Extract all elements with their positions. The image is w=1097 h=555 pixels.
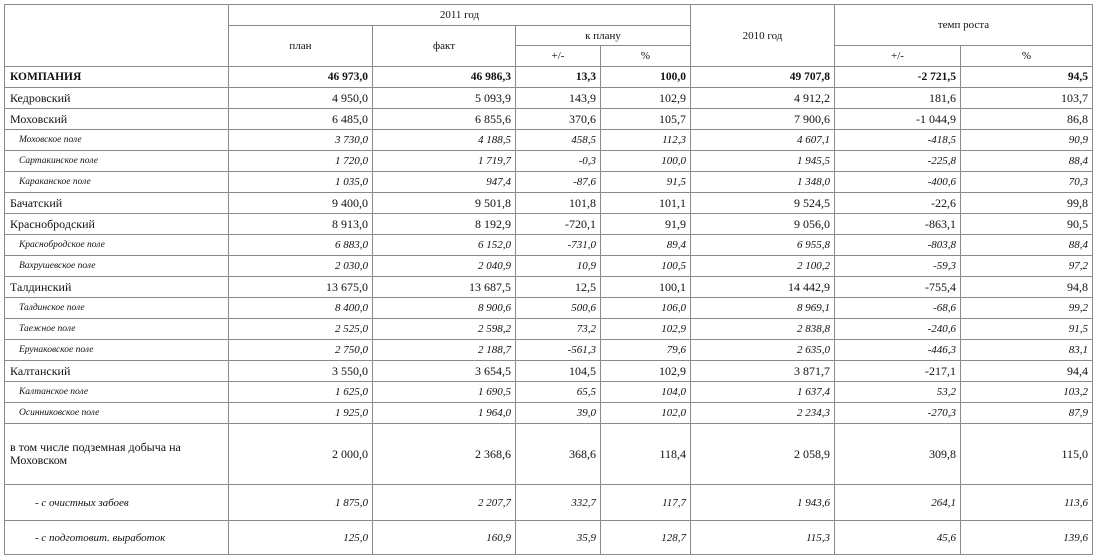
growth-diff-value-cell: 181,6 xyxy=(835,88,961,109)
row-label-cell: Бачатский xyxy=(5,193,229,214)
year-2010-value-cell: 1 348,0 xyxy=(691,172,835,193)
plan-value-cell: 4 950,0 xyxy=(229,88,373,109)
plan-pct-value-cell: 101,1 xyxy=(601,193,691,214)
growth-diff-header: +/- xyxy=(835,46,961,67)
table-row xyxy=(5,235,1093,256)
plan-value-cell: 2 000,0 xyxy=(229,424,373,485)
table-body xyxy=(5,67,1093,555)
plan-diff-value-cell: -0,3 xyxy=(516,151,601,172)
fact-value-cell: 8 900,6 xyxy=(373,298,516,319)
plan-pct-value-cell: 102,9 xyxy=(601,361,691,382)
row-label-cell: - с очистных забоев xyxy=(5,485,229,521)
plan-diff-value-cell: 35,9 xyxy=(516,521,601,555)
to-plan-pct-header: % xyxy=(601,46,691,67)
year-2010-value-cell: 2 100,2 xyxy=(691,256,835,277)
growth-pct-value-cell: 97,2 xyxy=(961,256,1093,277)
growth-pct-value-cell: 70,3 xyxy=(961,172,1093,193)
growth-diff-value-cell: -446,3 xyxy=(835,340,961,361)
growth-rate-header: темп роста xyxy=(835,5,1093,46)
table-row xyxy=(5,67,1093,88)
growth-pct-value-cell: 87,9 xyxy=(961,403,1093,424)
growth-diff-value-cell: -1 044,9 xyxy=(835,109,961,130)
table-row xyxy=(5,319,1093,340)
growth-pct-value-cell: 94,4 xyxy=(961,361,1093,382)
fact-value-cell: 6 152,0 xyxy=(373,235,516,256)
plan-diff-value-cell: 10,9 xyxy=(516,256,601,277)
year-2010-value-cell: 7 900,6 xyxy=(691,109,835,130)
row-label-cell: Талдинское поле xyxy=(5,298,229,319)
growth-pct-value-cell: 91,5 xyxy=(961,319,1093,340)
plan-value-cell: 1 720,0 xyxy=(229,151,373,172)
growth-diff-value-cell: -240,6 xyxy=(835,319,961,340)
plan-value-cell: 2 030,0 xyxy=(229,256,373,277)
plan-value-cell: 1 925,0 xyxy=(229,403,373,424)
row-label-cell: Осинниковское поле xyxy=(5,403,229,424)
table-row xyxy=(5,424,1093,485)
year-2010-value-cell: 3 871,7 xyxy=(691,361,835,382)
row-label-cell: Моховское поле xyxy=(5,130,229,151)
growth-pct-value-cell: 83,1 xyxy=(961,340,1093,361)
year-2010-value-cell: 6 955,8 xyxy=(691,235,835,256)
plan-pct-value-cell: 118,4 xyxy=(601,424,691,485)
row-label-cell: в том числе подземная добыча на Моховском xyxy=(5,424,229,485)
plan-diff-value-cell: -561,3 xyxy=(516,340,601,361)
growth-pct-value-cell: 90,9 xyxy=(961,130,1093,151)
growth-diff-value-cell: -225,8 xyxy=(835,151,961,172)
plan-diff-value-cell: 12,5 xyxy=(516,277,601,298)
fact-value-cell: 160,9 xyxy=(373,521,516,555)
growth-diff-value-cell: -803,8 xyxy=(835,235,961,256)
table-row xyxy=(5,277,1093,298)
table-row xyxy=(5,256,1093,277)
fact-value-cell: 3 654,5 xyxy=(373,361,516,382)
plan-pct-value-cell: 79,6 xyxy=(601,340,691,361)
growth-pct-value-cell: 88,4 xyxy=(961,151,1093,172)
plan-value-cell: 8 913,0 xyxy=(229,214,373,235)
table-row xyxy=(5,403,1093,424)
table-row xyxy=(5,214,1093,235)
fact-value-cell: 2 188,7 xyxy=(373,340,516,361)
row-label-cell: Калтанское поле xyxy=(5,382,229,403)
growth-pct-value-cell: 99,2 xyxy=(961,298,1093,319)
plan-pct-value-cell: 100,0 xyxy=(601,67,691,88)
plan-diff-value-cell: -731,0 xyxy=(516,235,601,256)
plan-pct-value-cell: 128,7 xyxy=(601,521,691,555)
plan-value-cell: 2 525,0 xyxy=(229,319,373,340)
row-label-header xyxy=(5,5,229,67)
year-2011-header: 2011 год xyxy=(229,5,691,26)
plan-value-cell: 1 875,0 xyxy=(229,485,373,521)
table-row xyxy=(5,109,1093,130)
plan-diff-value-cell: 370,6 xyxy=(516,109,601,130)
row-label-cell: КОМПАНИЯ xyxy=(5,67,229,88)
year-2010-value-cell: 1 945,5 xyxy=(691,151,835,172)
growth-pct-value-cell: 86,8 xyxy=(961,109,1093,130)
plan-diff-value-cell: 104,5 xyxy=(516,361,601,382)
growth-diff-value-cell: -59,3 xyxy=(835,256,961,277)
table-row xyxy=(5,193,1093,214)
year-2010-header: 2010 год xyxy=(691,5,835,67)
plan-diff-value-cell: 101,8 xyxy=(516,193,601,214)
row-label-cell: Краснобродское поле xyxy=(5,235,229,256)
growth-diff-value-cell: -755,4 xyxy=(835,277,961,298)
table-row xyxy=(5,151,1093,172)
row-label-cell: - с подготовит. выработок xyxy=(5,521,229,555)
growth-pct-value-cell: 115,0 xyxy=(961,424,1093,485)
row-label-cell: Вахрушевское поле xyxy=(5,256,229,277)
plan-diff-value-cell: 65,5 xyxy=(516,382,601,403)
growth-diff-value-cell: 53,2 xyxy=(835,382,961,403)
year-2010-value-cell: 1 943,6 xyxy=(691,485,835,521)
year-2010-value-cell: 4 912,2 xyxy=(691,88,835,109)
growth-pct-value-cell: 99,8 xyxy=(961,193,1093,214)
growth-diff-value-cell: -217,1 xyxy=(835,361,961,382)
plan-value-cell: 1 625,0 xyxy=(229,382,373,403)
fact-header: факт xyxy=(373,26,516,67)
plan-value-cell: 13 675,0 xyxy=(229,277,373,298)
fact-value-cell: 8 192,9 xyxy=(373,214,516,235)
plan-value-cell: 3 730,0 xyxy=(229,130,373,151)
fact-value-cell: 2 368,6 xyxy=(373,424,516,485)
plan-value-cell: 3 550,0 xyxy=(229,361,373,382)
plan-pct-value-cell: 100,5 xyxy=(601,256,691,277)
fact-value-cell: 6 855,6 xyxy=(373,109,516,130)
plan-pct-value-cell: 91,5 xyxy=(601,172,691,193)
plan-value-cell: 6 883,0 xyxy=(229,235,373,256)
fact-value-cell: 1 690,5 xyxy=(373,382,516,403)
table-row xyxy=(5,130,1093,151)
plan-diff-value-cell: 458,5 xyxy=(516,130,601,151)
fact-value-cell: 46 986,3 xyxy=(373,67,516,88)
plan-value-cell: 46 973,0 xyxy=(229,67,373,88)
growth-pct-value-cell: 90,5 xyxy=(961,214,1093,235)
year-2010-value-cell: 8 969,1 xyxy=(691,298,835,319)
fact-value-cell: 9 501,8 xyxy=(373,193,516,214)
year-2010-value-cell: 49 707,8 xyxy=(691,67,835,88)
plan-diff-value-cell: -87,6 xyxy=(516,172,601,193)
fact-value-cell: 13 687,5 xyxy=(373,277,516,298)
plan-value-cell: 8 400,0 xyxy=(229,298,373,319)
fact-value-cell: 947,4 xyxy=(373,172,516,193)
plan-value-cell: 6 485,0 xyxy=(229,109,373,130)
year-2010-value-cell: 2 635,0 xyxy=(691,340,835,361)
plan-pct-value-cell: 117,7 xyxy=(601,485,691,521)
growth-pct-value-cell: 94,8 xyxy=(961,277,1093,298)
plan-pct-value-cell: 89,4 xyxy=(601,235,691,256)
growth-diff-value-cell: -418,5 xyxy=(835,130,961,151)
growth-diff-value-cell: 309,8 xyxy=(835,424,961,485)
growth-diff-value-cell: -2 721,5 xyxy=(835,67,961,88)
year-2010-value-cell: 9 524,5 xyxy=(691,193,835,214)
row-label-cell: Калтанский xyxy=(5,361,229,382)
plan-pct-value-cell: 102,9 xyxy=(601,88,691,109)
fact-value-cell: 4 188,5 xyxy=(373,130,516,151)
row-label-cell: Моховский xyxy=(5,109,229,130)
plan-value-cell: 2 750,0 xyxy=(229,340,373,361)
year-2010-value-cell: 2 234,3 xyxy=(691,403,835,424)
table-row xyxy=(5,340,1093,361)
year-2010-value-cell: 115,3 xyxy=(691,521,835,555)
plan-pct-value-cell: 91,9 xyxy=(601,214,691,235)
growth-pct-value-cell: 139,6 xyxy=(961,521,1093,555)
plan-pct-value-cell: 100,1 xyxy=(601,277,691,298)
fact-value-cell: 1 719,7 xyxy=(373,151,516,172)
fact-value-cell: 1 964,0 xyxy=(373,403,516,424)
year-2010-value-cell: 4 607,1 xyxy=(691,130,835,151)
plan-value-cell: 9 400,0 xyxy=(229,193,373,214)
row-label-cell: Талдинский xyxy=(5,277,229,298)
fact-value-cell: 2 040,9 xyxy=(373,256,516,277)
row-label-cell: Караканское поле xyxy=(5,172,229,193)
growth-diff-value-cell: -270,3 xyxy=(835,403,961,424)
table-row xyxy=(5,521,1093,555)
growth-diff-value-cell: -22,6 xyxy=(835,193,961,214)
plan-diff-value-cell: 73,2 xyxy=(516,319,601,340)
year-2010-value-cell: 14 442,9 xyxy=(691,277,835,298)
row-label-cell: Таежное поле xyxy=(5,319,229,340)
plan-diff-value-cell: 332,7 xyxy=(516,485,601,521)
row-label-cell: Сартакинское поле xyxy=(5,151,229,172)
plan-pct-value-cell: 102,9 xyxy=(601,319,691,340)
plan-pct-value-cell: 106,0 xyxy=(601,298,691,319)
table-row xyxy=(5,298,1093,319)
plan-pct-value-cell: 104,0 xyxy=(601,382,691,403)
growth-pct-value-cell: 103,2 xyxy=(961,382,1093,403)
growth-diff-value-cell: -400,6 xyxy=(835,172,961,193)
plan-pct-value-cell: 102,0 xyxy=(601,403,691,424)
growth-diff-value-cell: -863,1 xyxy=(835,214,961,235)
growth-pct-value-cell: 88,4 xyxy=(961,235,1093,256)
plan-value-cell: 125,0 xyxy=(229,521,373,555)
year-2010-value-cell: 2 058,9 xyxy=(691,424,835,485)
plan-value-cell: 1 035,0 xyxy=(229,172,373,193)
plan-diff-value-cell: 500,6 xyxy=(516,298,601,319)
fact-value-cell: 2 207,7 xyxy=(373,485,516,521)
year-2010-value-cell: 1 637,4 xyxy=(691,382,835,403)
growth-pct-value-cell: 113,6 xyxy=(961,485,1093,521)
plan-diff-value-cell: 39,0 xyxy=(516,403,601,424)
row-label-cell: Краснобродский xyxy=(5,214,229,235)
plan-pct-value-cell: 100,0 xyxy=(601,151,691,172)
fact-value-cell: 5 093,9 xyxy=(373,88,516,109)
growth-pct-value-cell: 103,7 xyxy=(961,88,1093,109)
growth-diff-value-cell: 264,1 xyxy=(835,485,961,521)
year-2010-value-cell: 2 838,8 xyxy=(691,319,835,340)
plan-pct-value-cell: 112,3 xyxy=(601,130,691,151)
production-table xyxy=(4,4,1093,555)
growth-pct-value-cell: 94,5 xyxy=(961,67,1093,88)
growth-diff-value-cell: 45,6 xyxy=(835,521,961,555)
plan-header: план xyxy=(229,26,373,67)
fact-value-cell: 2 598,2 xyxy=(373,319,516,340)
table-row xyxy=(5,361,1093,382)
table-row xyxy=(5,88,1093,109)
growth-pct-header: % xyxy=(961,46,1093,67)
to-plan-diff-header: +/- xyxy=(516,46,601,67)
plan-diff-value-cell: -720,1 xyxy=(516,214,601,235)
plan-diff-value-cell: 143,9 xyxy=(516,88,601,109)
table-row xyxy=(5,485,1093,521)
row-label-cell: Кедровский xyxy=(5,88,229,109)
table-row xyxy=(5,172,1093,193)
growth-diff-value-cell: -68,6 xyxy=(835,298,961,319)
plan-pct-value-cell: 105,7 xyxy=(601,109,691,130)
table-row xyxy=(5,382,1093,403)
year-2010-value-cell: 9 056,0 xyxy=(691,214,835,235)
to-plan-header: к плану xyxy=(516,26,691,46)
plan-diff-value-cell: 13,3 xyxy=(516,67,601,88)
plan-diff-value-cell: 368,6 xyxy=(516,424,601,485)
row-label-cell: Ерунаковское поле xyxy=(5,340,229,361)
